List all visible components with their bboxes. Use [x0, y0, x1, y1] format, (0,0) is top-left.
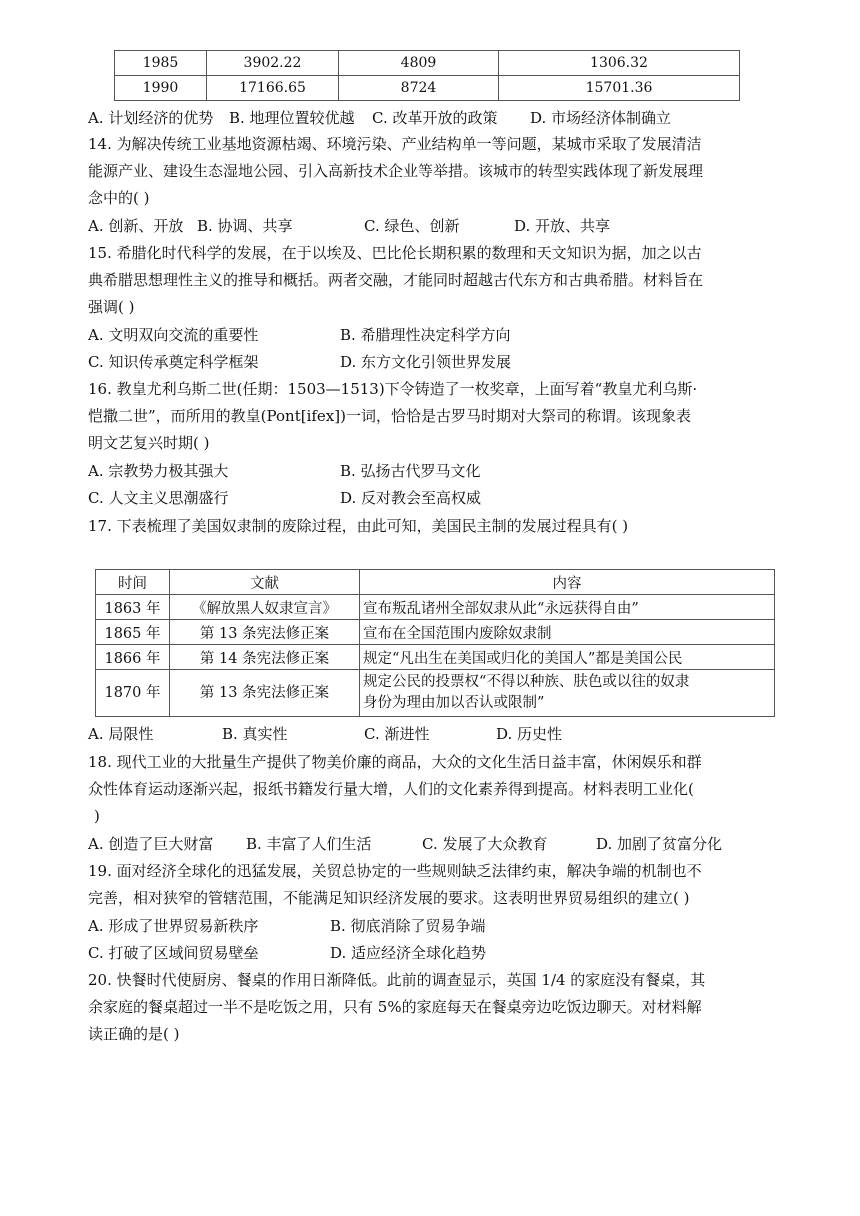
table-cell: 1306.32	[499, 51, 740, 76]
table-cell: 1863 年	[96, 595, 170, 620]
table-cell: 规定“凡出生在美国或归化的美国人”都是美国公民	[360, 645, 775, 670]
question-text: 众性体育运动逐渐兴起，报纸书籍发行量大增，人们的文化素养得到提高。材料表明工业化(	[88, 780, 694, 798]
question-text: 读正确的是( )	[88, 1025, 180, 1043]
q15-option-b[interactable]: B. 希腊理性决定科学方向	[340, 326, 511, 344]
column-header: 文献	[170, 570, 360, 595]
table-cell	[360, 670, 775, 717]
q17-option-c[interactable]: C. 渐进性	[364, 725, 430, 743]
q16-option-b[interactable]: B. 弘扬古代罗马文化	[340, 462, 481, 480]
q14-option-c[interactable]: C. 绿色、创新	[364, 217, 460, 235]
q17-option-a[interactable]: A. 局限性	[88, 725, 154, 743]
cell-line: 身份为理由加以否认或限制”	[363, 695, 545, 711]
q18-option-c[interactable]: C. 发展了大众教育	[422, 835, 548, 853]
q16-option-d[interactable]: D. 反对教会至高权威	[340, 489, 482, 507]
table-row	[96, 645, 775, 670]
q13-option-c[interactable]: C. 改革开放的政策	[372, 109, 498, 127]
question-text: 14. 为解决传统工业基地资源枯竭、环境污染、产业结构单一等问题，某城市采取了发展清洁	[88, 135, 702, 153]
table-cell: 第 13 条宪法修正案	[170, 670, 360, 717]
table-cell: 宣布叛乱诸州全部奴隶从此“永远获得自由”	[360, 595, 775, 620]
q19-option-d[interactable]: D. 适应经济全球化趋势	[330, 944, 487, 962]
table-cell: 1866 年	[96, 645, 170, 670]
q15-option-d[interactable]: D. 东方文化引领世界发展	[340, 353, 512, 371]
question-text: 强调( )	[88, 298, 135, 316]
q18-option-d[interactable]: D. 加剧了贫富分化	[596, 835, 723, 853]
table-row	[96, 670, 775, 717]
q13-option-b[interactable]: B. 地理位置较优越	[229, 109, 355, 127]
question-text: 20. 快餐时代使厨房、餐桌的作用日渐降低。此前的调查显示，英国 1/4 的家庭没有餐桌，其	[88, 971, 706, 989]
q17-option-b[interactable]: B. 真实性	[222, 725, 288, 743]
q16-option-c[interactable]: C. 人文主义思潮盛行	[88, 489, 229, 507]
table-cell: 8724	[339, 76, 499, 101]
table-cell: 第 14 条宪法修正案	[170, 645, 360, 670]
question-text: 17. 下表梳理了美国奴隶制的废除过程，由此可知，美国民主制的发展过程具有( )	[88, 517, 629, 535]
question-text: 19. 面对经济全球化的迅猛发展，关贸总协定的一些规则缺乏法律约束，解决争端的机制也不	[88, 862, 702, 880]
q15-option-c[interactable]: C. 知识传承奠定科学框架	[88, 353, 259, 371]
cell-line: 规定公民的投票权“不得以种族、肤色或以往的奴隶	[363, 674, 690, 690]
question-text: 明文艺复兴时期( )	[88, 434, 210, 452]
question-text: 16. 教皇尤利乌斯二世(任期：1503—1513)下令铸造了一枚奖章，上面写着“教皇尤利乌斯·	[88, 380, 698, 398]
q18-option-a[interactable]: A. 创造了巨大财富	[88, 835, 214, 853]
table-cell: 1870 年	[96, 670, 170, 717]
q19-option-c[interactable]: C. 打破了区域间贸易壁垒	[88, 944, 259, 962]
q19-option-b[interactable]: B. 彻底消除了贸易争端	[330, 917, 486, 935]
question-text: 能源产业、建设生态湿地公园、引入高新技术企业等举措。该城市的转型实践体现了新发展理	[88, 162, 704, 180]
column-header: 时间	[96, 570, 170, 595]
q13-option-a[interactable]: A. 计划经济的优势	[88, 109, 214, 127]
q15-option-a[interactable]: A. 文明双向交流的重要性	[88, 326, 259, 344]
question-text: 念中的( )	[88, 189, 150, 207]
table-row	[115, 76, 740, 101]
question-text: 恺撒二世”，而所用的教皇(Pont[ifex])一词，恰恰是古罗马时期对大祭司的称谓。该现象表	[88, 407, 691, 425]
table-cell: 第 13 条宪法修正案	[170, 620, 360, 645]
q14-option-d[interactable]: D. 开放、共享	[514, 217, 611, 235]
table-cell: 17166.65	[207, 76, 339, 101]
q19-option-a[interactable]: A. 形成了世界贸易新秩序	[88, 917, 259, 935]
table-cell: 宣布在全国范围内废除奴隶制	[360, 620, 775, 645]
table-row	[115, 51, 740, 76]
question-text: 18. 现代工业的大批量生产提供了物美价廉的商品，大众的文化生活日益丰富，休闲娱乐和群	[88, 753, 702, 771]
table-cell: 3902.22	[207, 51, 339, 76]
table-header-row	[96, 570, 775, 595]
table-row	[96, 595, 775, 620]
table-cell: 4809	[339, 51, 499, 76]
table-cell: 15701.36	[499, 76, 740, 101]
q14-option-b[interactable]: B. 协调、共享	[197, 217, 293, 235]
column-header: 内容	[360, 570, 775, 595]
question-text: 余家庭的餐桌超过一半不是吃饭之用，只有 5%的家庭每天在餐桌旁边吃饭边聊天。对材料解	[88, 998, 702, 1016]
q17-option-d[interactable]: D. 历史性	[496, 725, 563, 743]
table-cell: 1990	[115, 76, 207, 101]
q18-option-b[interactable]: B. 丰富了人们生活	[246, 835, 372, 853]
q16-option-a[interactable]: A. 宗教势力极其强大	[88, 462, 229, 480]
economic-data-table	[114, 50, 740, 101]
slavery-abolition-table	[95, 569, 775, 717]
table-cell: 1865 年	[96, 620, 170, 645]
table-cell: 1985	[115, 51, 207, 76]
table-cell: 《解放黑人奴隶宣言》	[170, 595, 360, 620]
q14-option-a[interactable]: A. 创新、开放	[88, 217, 184, 235]
question-text: 典希腊思想理性主义的推导和概括。两者交融，才能同时超越古代东方和古典希腊。材料旨在	[88, 271, 704, 289]
question-text: 完善，相对狭窄的管辖范围，不能满足知识经济发展的要求。这表明世界贸易组织的建立( )	[88, 889, 690, 907]
question-text: 15. 希腊化时代科学的发展，在于以埃及、巴比伦长期积累的数理和天文知识为据，加之以古	[88, 244, 702, 262]
question-text: )	[94, 807, 100, 825]
table-row	[96, 620, 775, 645]
q13-option-d[interactable]: D. 市场经济体制确立	[530, 109, 672, 127]
